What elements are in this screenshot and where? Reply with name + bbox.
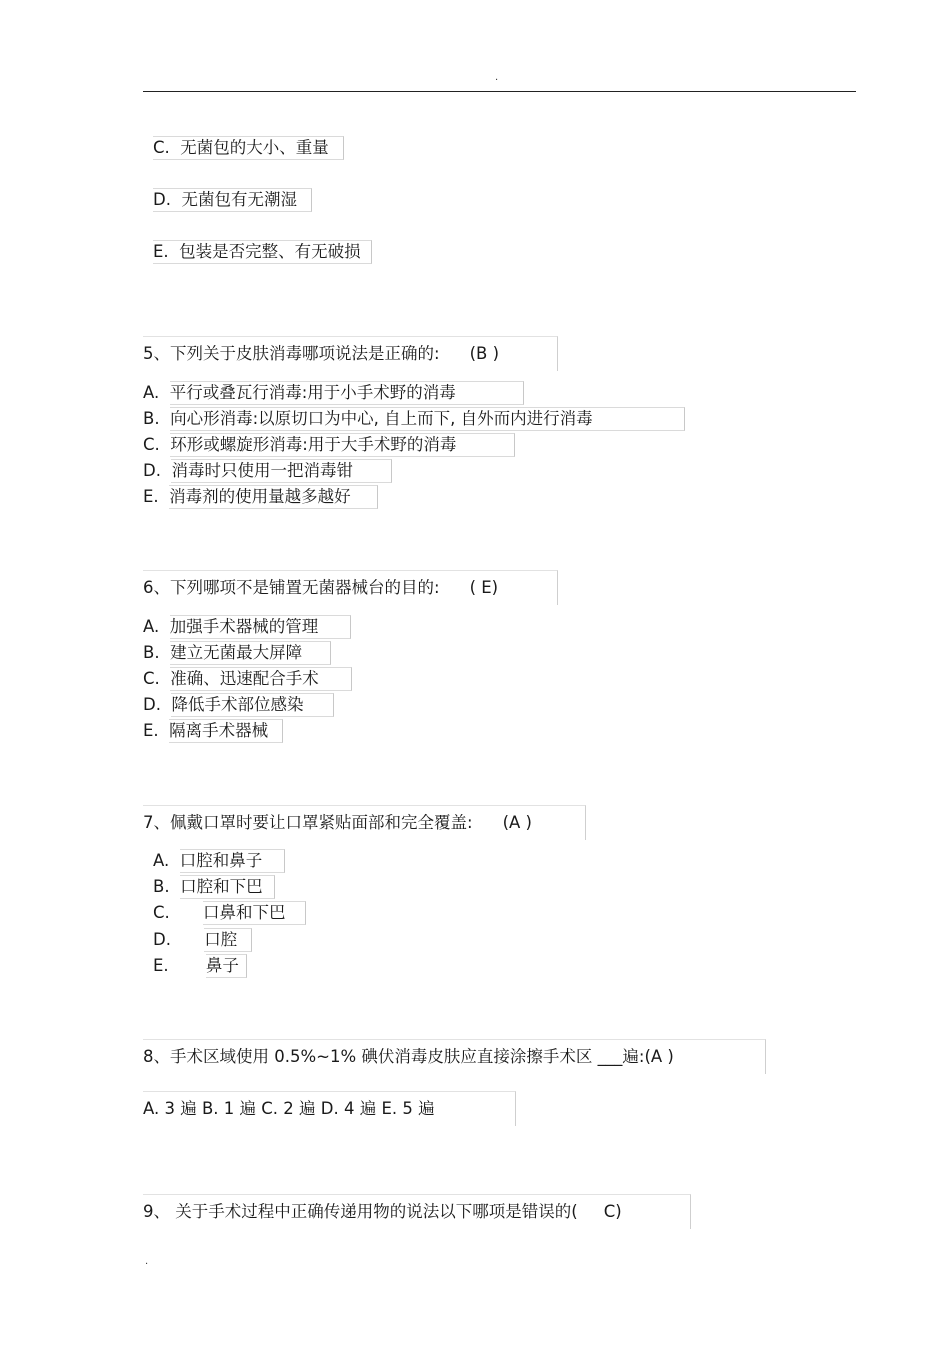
q7-option-b: B. 口腔和下巴 xyxy=(153,875,275,899)
q9-stem: 9、 关于手术过程中正确传递用物的说法以下哪项是错误的( C) xyxy=(143,1194,691,1229)
q5-answer: (B ) xyxy=(469,344,500,363)
header-dot: . xyxy=(495,72,499,83)
q5-option-a: A. 平行或叠瓦行消毒:用于小手术野的消毒 xyxy=(143,381,524,405)
q6-option-b: B. 建立无菌最大屏障 xyxy=(143,641,331,665)
q4-option-d: D. 无菌包有无潮湿 xyxy=(153,188,312,212)
footer-dot: . xyxy=(145,1256,149,1267)
q5-option-e: E. 消毒剂的使用量越多越好 xyxy=(143,485,378,509)
q6-answer: ( E) xyxy=(469,578,499,597)
q6-stem: 6、下列哪项不是铺置无菌器械台的目的: ( E) xyxy=(143,570,558,605)
q7-option-d: D. 口腔 xyxy=(153,928,252,952)
q5-option-b: B. 向心形消毒:以原切口为中心, 自上而下, 自外而内进行消毒 xyxy=(143,407,685,431)
q7-answer: (A ) xyxy=(502,813,532,832)
q5-option-d: D. 消毒时只使用一把消毒钳 xyxy=(143,459,392,483)
q6-option-d: D. 降低手术部位感染 xyxy=(143,693,334,717)
q5-option-c: C. 环形或螺旋形消毒:用于大手术野的消毒 xyxy=(143,433,515,457)
q8-stem: 8、手术区域使用 0.5%~1% 碘伏消毒皮肤应直接涂擦手术区 ___遍:(A ) xyxy=(143,1039,766,1074)
q6-option-e: E. 隔离手术器械 xyxy=(143,719,283,743)
q5-stem: 5、下列关于皮肤消毒哪项说法是正确的: (B ) xyxy=(143,336,558,371)
q6-option-c: C. 准确、迅速配合手术 xyxy=(143,667,352,691)
q7-option-c: C. 口鼻和下巴 xyxy=(153,901,306,925)
q4-option-c: C. 无菌包的大小、重量 xyxy=(153,136,344,160)
header-rule xyxy=(143,91,856,92)
q7-option-a: A. 口腔和鼻子 xyxy=(153,849,285,873)
q4-option-e: E. 包装是否完整、有无破损 xyxy=(153,240,372,264)
q6-option-a: A. 加强手术器械的管理 xyxy=(143,615,351,639)
q8-options: A. 3 遍 B. 1 遍 C. 2 遍 D. 4 遍 E. 5 遍 xyxy=(143,1091,516,1126)
q7-stem: 7、佩戴口罩时要让口罩紧贴面部和完全覆盖: (A ) xyxy=(143,805,586,840)
q9-answer: C) xyxy=(603,1202,622,1221)
q7-option-e: E. 鼻子 xyxy=(153,954,247,978)
